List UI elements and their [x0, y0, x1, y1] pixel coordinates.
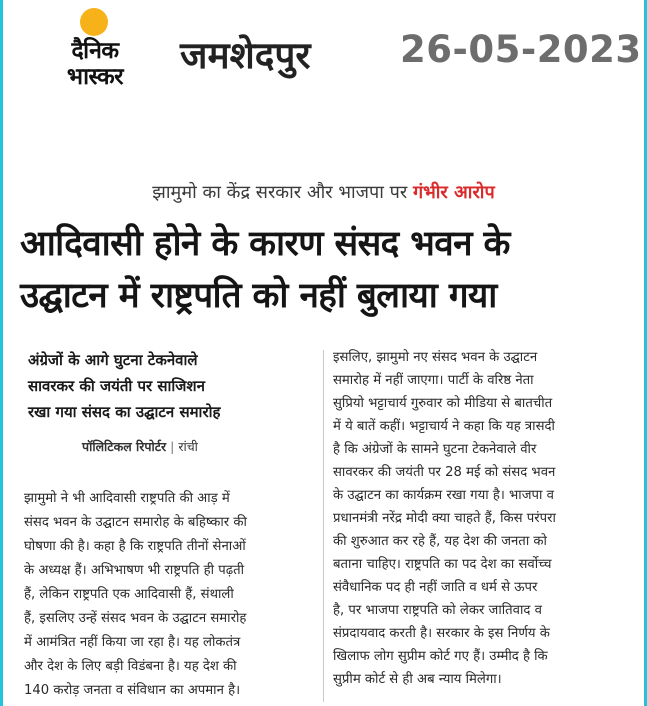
- kicker-highlight: गंभीर आरोप: [412, 182, 495, 203]
- image-frame-left: [0, 0, 3, 706]
- body-line: में आमंत्रित नहीं किया जा रहा है। यह लोकतंत्र: [24, 635, 241, 650]
- logo-line: भास्कर: [66, 64, 124, 90]
- body-line: संसद भवन के उद्घाटन समारोह के बहिष्कार की: [24, 515, 247, 530]
- kicker-line: [0, 180, 647, 204]
- byline-separator: |: [170, 439, 175, 454]
- body-line: संप्रदायवाद करती है। सरकार के इस निर्णय के: [333, 626, 550, 641]
- newspaper-logo: [40, 8, 150, 108]
- body-line: घोषणा की है। कहा है कि राष्ट्रपति तीनों सेनाओं: [24, 539, 246, 554]
- kicker-text: झामुमो का केंद्र सरकार और भाजपा पर: [152, 182, 413, 203]
- main-headline: [20, 218, 630, 322]
- headline-line: उद्घाटन में राष्ट्रपति को नहीं बुलाया गया: [20, 276, 497, 316]
- column-divider: [323, 350, 324, 702]
- article-body-left: [24, 487, 318, 703]
- body-line: सावरकर की जयंती पर 28 मई को संसद भवन: [333, 465, 556, 480]
- body-line: के अध्यक्ष हैं। अभिभाषण भी राष्ट्रपति ही पढ़ती: [24, 563, 245, 578]
- sub-headline: [28, 347, 318, 425]
- body-line: इसलिए, झामुमो नए संसद भवन के उद्घाटन: [333, 350, 538, 365]
- edition-date: 26-05-2023: [400, 28, 642, 71]
- body-line: खिलाफ लोग सुप्रीम कोर्ट गए हैं। उम्मीद है कि: [333, 649, 548, 664]
- body-line: और देश के लिए बड़ी विडंबना है। यह देश की: [24, 659, 237, 674]
- body-line: में ये बातें कहीं। भट्टाचार्य ने कहा कि यह त्रासदी: [333, 419, 555, 434]
- body-line: हैं, लेकिन राष्ट्रपति एक आदिवासी हैं, संथाली: [24, 587, 234, 602]
- byline-place: रांची: [178, 439, 198, 454]
- body-line: है, पर भाजपा राष्ट्रपति को लेकर जातिवाद व: [333, 603, 542, 618]
- body-line: सुप्रीम कोर्ट से ही अब न्याय मिलेगा।: [333, 672, 502, 687]
- body-line: संवैधानिक पद ही नहीं जाति व धर्म से ऊपर: [333, 580, 538, 595]
- subhead-line: सावरकर की जयंती पर साजिशन: [28, 377, 205, 395]
- article-body-right: [333, 346, 629, 691]
- body-line: की शुरुआत कर रहे हैं, यह देश की जनता को: [333, 534, 547, 549]
- body-line: झामुमो ने भी आदिवासी राष्ट्रपति की आड़ में: [24, 491, 230, 506]
- headline-line: आदिवासी होने के कारण संसद भवन के: [20, 224, 510, 264]
- sun-logo-icon: [80, 8, 108, 36]
- body-line: प्रधानमंत्री नरेंद्र मोदी क्या चाहते हैं, किस परंपरा: [333, 511, 556, 526]
- body-line: बताना चाहिए। राष्ट्रपति का पद देश का सर्वोच्च: [333, 557, 552, 572]
- edition-city: जमशेदपुर: [180, 34, 311, 77]
- body-line: हैं, इसलिए उन्हें संसद भवन के उद्घाटन समारोह: [24, 611, 247, 626]
- byline: [82, 438, 198, 455]
- logo-wordmark: [40, 38, 150, 90]
- subhead-line: अंग्रेजों के आगे घुटना टेकनेवाले: [28, 351, 198, 369]
- body-line: के उद्घाटन का कार्यक्रम रखा गया है। भाजपा व: [333, 488, 554, 503]
- subhead-line: रखा गया संसद का उद्घाटन समारोह: [28, 403, 221, 421]
- body-line: 140 करोड़ जनता व संविधान का अपमान है।: [24, 683, 241, 698]
- body-line: सुप्रियो भट्टाचार्य गुरुवार को मीडिया से बातचीत: [333, 396, 553, 411]
- body-line: समारोह में नहीं जाएगा। पार्टी के वरिष्ठ नेता: [333, 373, 534, 388]
- body-line: है कि अंग्रेजों के सामने घुटना टेकनेवाले वीर: [333, 442, 537, 457]
- logo-line: दैनिक: [71, 38, 119, 64]
- byline-reporter: पॉलिटिकल रिपोर्टर: [82, 439, 167, 454]
